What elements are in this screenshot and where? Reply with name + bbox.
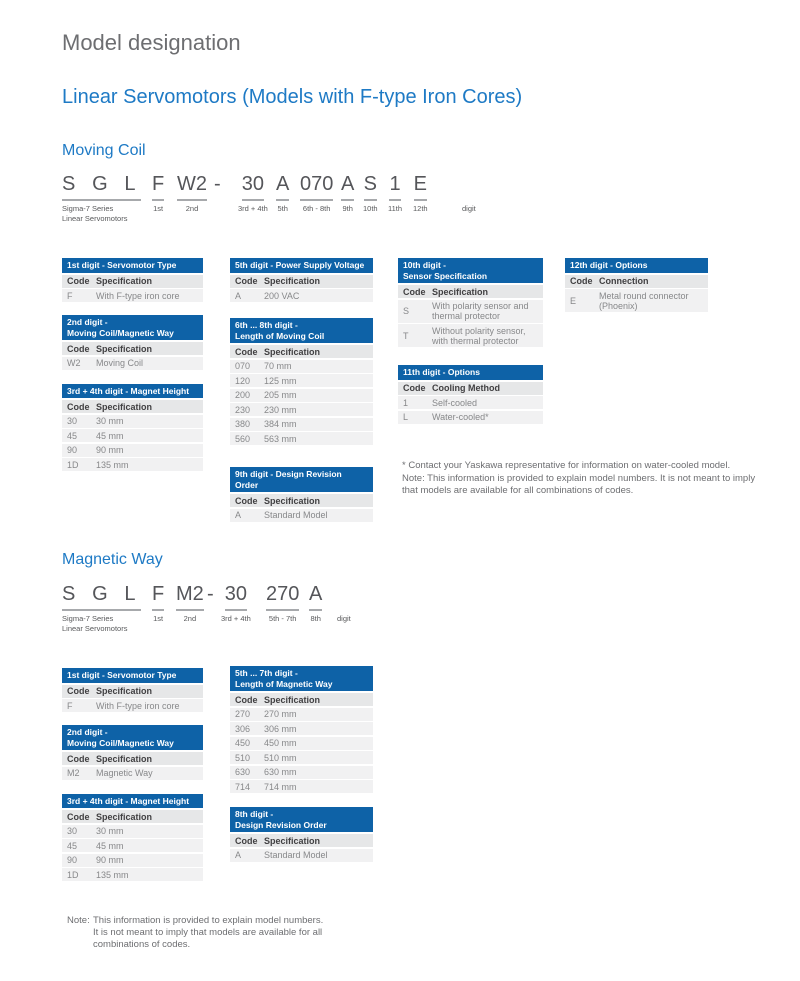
model-code-text: 1 xyxy=(389,173,400,201)
magnetic-way-table-column-1 xyxy=(62,668,203,881)
model-code-text: S G L xyxy=(62,173,141,201)
table-row: 120 125 mm xyxy=(230,374,373,387)
table-3rd-4th-digit xyxy=(62,794,203,882)
table-title: 10th digit - Sensor Specification xyxy=(398,258,543,283)
table-row: 070 70 mm xyxy=(230,360,373,373)
section-heading-magnetic-way: Magnetic Way xyxy=(62,551,163,568)
table-row: E Metal round connector (Phoenix) xyxy=(565,289,708,312)
model-code-label: 12th xyxy=(413,204,428,213)
note-line: combinations of codes. xyxy=(93,939,191,950)
moving-coil-table-column-3 xyxy=(398,258,543,424)
table-1st-digit xyxy=(62,258,203,302)
table-column-headers: Code Specification xyxy=(230,494,373,507)
note-line: that models are available for all combinations of codes. xyxy=(402,485,634,497)
table-column-headers: Code Specification xyxy=(230,345,373,358)
table-row: 30 30 mm xyxy=(62,415,203,428)
table-row: 630 630 mm xyxy=(230,766,373,779)
section-heading-moving-coil: Moving Coil xyxy=(62,142,146,159)
model-code-label: digit xyxy=(462,204,476,213)
table-6th-8th-digit xyxy=(230,318,373,445)
model-code-label: Sigma-7 Series xyxy=(62,614,114,623)
table-row: 200 205 mm xyxy=(230,389,373,402)
table-column-headers: Code Specification xyxy=(62,810,203,823)
table-column-headers: Code Specification xyxy=(230,275,373,288)
model-code-text: S G L xyxy=(62,583,141,611)
note-text xyxy=(93,915,323,951)
table-2nd-digit xyxy=(62,315,203,370)
note-line: * Contact your Yaskawa representative for information on water-cooled model. xyxy=(402,460,731,471)
model-code-group-sgl xyxy=(62,173,141,223)
model-code-group-5th xyxy=(276,173,289,214)
model-code-text: 070 xyxy=(300,173,333,201)
model-code-label: 5th - 7th xyxy=(268,614,297,623)
table-row: 30 30 mm xyxy=(62,825,203,838)
table-title: 3rd + 4th digit - Magnet Height xyxy=(62,384,203,399)
model-code-group-11th xyxy=(388,173,402,214)
note-line: This information is provided to explain model numbers. xyxy=(93,915,324,926)
model-code-text: E xyxy=(414,173,427,201)
table-12th-digit xyxy=(565,258,708,312)
table-row: F With F-type iron core xyxy=(62,289,203,302)
model-code-text: 270 xyxy=(266,583,299,611)
table-row: 270 270 mm xyxy=(230,708,373,721)
table-row: 450 450 mm xyxy=(230,737,373,750)
model-code-group-6th-8th xyxy=(300,173,333,214)
model-code-text: M2 xyxy=(176,583,204,611)
table-column-headers: Code Specification xyxy=(62,752,203,765)
model-code-label: 9th xyxy=(342,204,353,213)
model-code-group-dash xyxy=(207,583,214,611)
table-2nd-digit xyxy=(62,725,203,780)
table-row: A Standard Model xyxy=(230,509,373,522)
model-code-group-1st xyxy=(152,583,164,624)
model-code-label: 5th xyxy=(277,204,288,213)
model-code-label: digit xyxy=(337,614,351,623)
model-code-group-5th-7th xyxy=(266,583,299,624)
model-code-text: A xyxy=(341,173,354,201)
model-code-text: 30 xyxy=(225,583,247,611)
table-row: S With polarity sensor and thermal protector xyxy=(398,300,543,323)
model-code-label: 10th xyxy=(363,204,378,213)
model-code-text: F xyxy=(152,173,164,201)
table-title: 1st digit - Servomotor Type xyxy=(62,668,203,683)
table-row: F With F-type iron core xyxy=(62,699,203,712)
model-code-label: 3rd + 4th xyxy=(238,204,268,213)
table-8th-digit xyxy=(230,807,373,862)
page-title: Model designation xyxy=(62,30,241,55)
model-code-group-3rd-4th xyxy=(238,173,268,214)
page-subtitle: Linear Servomotors (Models with F-type Iron Cores) xyxy=(62,86,523,108)
table-row: 90 90 mm xyxy=(62,854,203,867)
note-line: Note: This information is provided to explain model numbers. It is not meant to imply xyxy=(402,472,756,484)
model-code-text: A xyxy=(309,583,322,611)
model-code-text: A xyxy=(276,173,289,201)
model-code-label: 1st xyxy=(153,614,164,623)
table-title: 2nd digit - Moving Coil/Magnetic Way xyxy=(62,315,203,340)
table-row: L Water-cooled* xyxy=(398,411,543,424)
table-column-headers: Code Specification xyxy=(230,693,373,706)
table-column-headers: Code Connection xyxy=(565,275,708,288)
model-code-group-10th xyxy=(363,173,378,214)
model-code-label: 1st xyxy=(153,204,164,213)
model-code-text: F xyxy=(152,583,164,611)
table-title: 2nd digit - Moving Coil/Magnetic Way xyxy=(62,725,203,750)
table-5th-7th-digit xyxy=(230,666,373,793)
model-code-text: - xyxy=(207,583,214,605)
table-row: 1D 135 mm xyxy=(62,458,203,471)
table-row: 510 510 mm xyxy=(230,751,373,764)
table-row: 306 306 mm xyxy=(230,722,373,735)
table-3rd-4th-digit xyxy=(62,384,203,472)
table-row: 45 45 mm xyxy=(62,839,203,852)
model-code-text: S xyxy=(364,173,377,201)
magnetic-way-note xyxy=(67,915,323,951)
model-code-group-digit xyxy=(462,173,476,214)
model-code-group-digit xyxy=(337,583,351,624)
table-5th-digit xyxy=(230,258,373,302)
model-code-group-3rd-4th xyxy=(221,583,251,624)
table-9th-digit xyxy=(230,467,373,522)
table-title: 6th ... 8th digit - Length of Moving Coil xyxy=(230,318,373,343)
moving-coil-table-column-4 xyxy=(565,258,708,312)
model-code-group-12th xyxy=(413,173,428,214)
model-code-text: W2 xyxy=(177,173,207,201)
table-column-headers: Code Specification xyxy=(62,342,203,355)
table-row: 45 45 mm xyxy=(62,429,203,442)
model-code-label: Linear Servomotors xyxy=(62,623,128,633)
table-title: 5th digit - Power Supply Voltage xyxy=(230,258,373,273)
table-row: A 200 VAC xyxy=(230,289,373,302)
model-code-label: 11th xyxy=(388,204,403,213)
table-column-headers: Code Cooling Method xyxy=(398,382,543,395)
note-line: It is not meant to imply that models are available for all xyxy=(93,927,323,938)
model-code-group-1st xyxy=(152,173,164,214)
note-label: Note: xyxy=(67,915,90,926)
model-code-group-dash xyxy=(214,173,221,201)
model-code-group-8th xyxy=(309,583,322,624)
model-code-label: 3rd + 4th xyxy=(221,614,251,623)
model-code-label: 6th - 8th xyxy=(302,204,331,213)
table-column-headers: Code Specification xyxy=(62,400,203,413)
table-column-headers: Code Specification xyxy=(398,285,543,298)
table-column-headers: Code Specification xyxy=(62,685,203,698)
magnetic-way-table-column-2 xyxy=(230,666,373,862)
model-code-label: 8th xyxy=(310,614,321,623)
table-row: M2 Magnetic Way xyxy=(62,767,203,780)
table-row: 1D 135 mm xyxy=(62,868,203,881)
table-title: 3rd + 4th digit - Magnet Height xyxy=(62,794,203,809)
table-row: 380 384 mm xyxy=(230,418,373,431)
table-title: 11th digit - Options xyxy=(398,365,543,380)
model-code-label: Sigma-7 Series xyxy=(62,204,114,213)
model-code-group-2nd xyxy=(177,173,207,214)
table-title: 5th ... 7th digit - Length of Magnetic Way xyxy=(230,666,373,691)
table-row: 560 563 mm xyxy=(230,432,373,445)
model-code-label: 2nd xyxy=(183,614,197,623)
table-title: 1st digit - Servomotor Type xyxy=(62,258,203,273)
model-code-group-sgl xyxy=(62,583,141,633)
model-code-label: 2nd xyxy=(185,204,199,213)
table-column-headers: Code Specification xyxy=(62,275,203,288)
table-row: 1 Self-cooled xyxy=(398,396,543,409)
moving-coil-table-column-2 xyxy=(230,258,373,522)
table-row: 714 714 mm xyxy=(230,780,373,793)
table-title: 8th digit - Design Revision Order xyxy=(230,807,373,832)
table-row: W2 Moving Coil xyxy=(62,357,203,370)
table-row: A Standard Model xyxy=(230,849,373,862)
table-10th-digit xyxy=(398,258,543,347)
model-code-text: 30 xyxy=(242,173,264,201)
model-code-group-2nd xyxy=(176,583,204,624)
model-code-label: Linear Servomotors xyxy=(62,213,128,223)
table-title: 12th digit - Options xyxy=(565,258,708,273)
model-code-text: - xyxy=(214,173,221,195)
model-code-group-9th xyxy=(341,173,354,214)
table-row: T Without polarity sensor, with thermal protector xyxy=(398,324,543,347)
table-row: 90 90 mm xyxy=(62,444,203,457)
table-title: 9th digit - Design Revision Order xyxy=(230,467,373,492)
table-column-headers: Code Specification xyxy=(230,834,373,847)
table-row: 230 230 mm xyxy=(230,403,373,416)
table-11th-digit xyxy=(398,365,543,424)
moving-coil-table-column-1 xyxy=(62,258,203,471)
table-1st-digit xyxy=(62,668,203,712)
moving-coil-note xyxy=(402,460,782,498)
